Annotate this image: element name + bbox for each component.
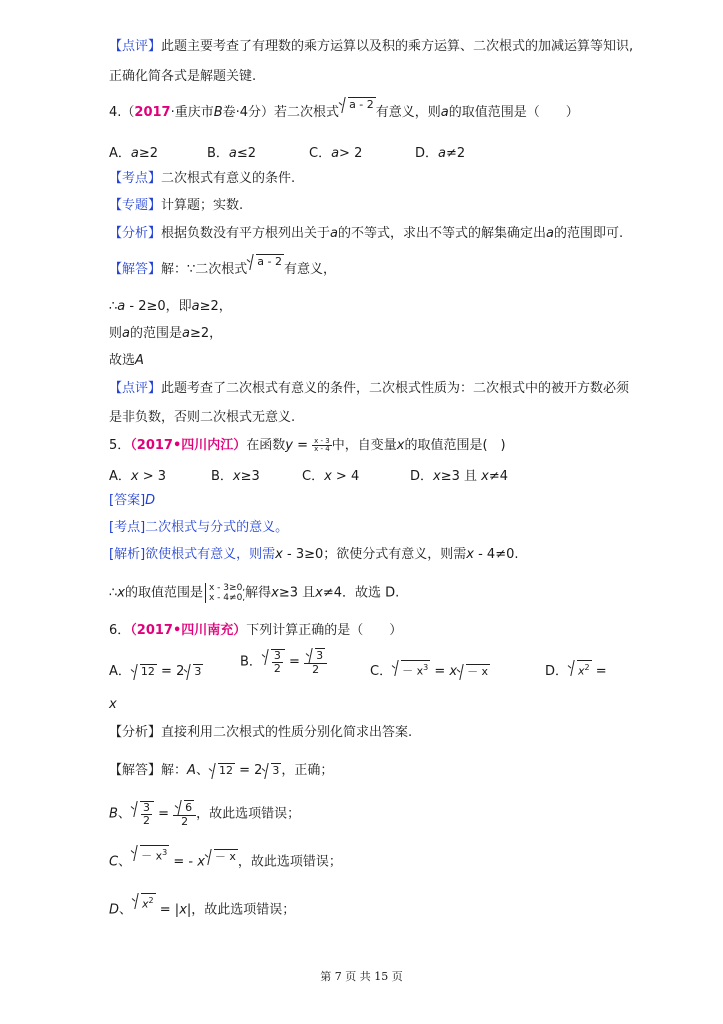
stem-text: 的取值范围是（ ） [448, 105, 579, 120]
line-text: = | [155, 902, 180, 918]
variable: a [117, 299, 126, 314]
option-text: > 2 [339, 146, 363, 161]
stem-text: 的取值范围是( ) [404, 438, 506, 453]
variable: x [315, 585, 323, 601]
exponent: 3 [162, 848, 168, 857]
option-label: B． [211, 469, 233, 484]
question-number: 4.（ [109, 105, 135, 120]
fraction-num: x - 3 [314, 437, 330, 445]
radical [466, 664, 490, 679]
q4-option-a[interactable] [109, 142, 158, 161]
zhuanti-text: 计算题；实数. [161, 198, 244, 213]
step-text: ∴ [109, 299, 118, 314]
radicand: 3 [272, 764, 280, 777]
review-text: 是非负数，否则二次根式无意义. [109, 410, 296, 425]
source: ·重庆市 [170, 105, 214, 120]
fraction [272, 650, 283, 675]
jieda-text: 、 [195, 763, 209, 778]
line-text: |，故此选项错误； [186, 902, 296, 918]
step-text: 故选 [109, 353, 136, 368]
radical [193, 664, 203, 679]
variable: x [179, 902, 187, 918]
radical [140, 801, 154, 832]
q5-option-b[interactable] [211, 465, 260, 484]
radicand: x [578, 665, 585, 678]
radicand: x [142, 897, 149, 911]
review-text: 此题主要考查了有理数的乘方运算以及积的乘方运算、二次根式的加减运算等知识, [161, 39, 634, 54]
variable: A [135, 353, 144, 368]
fraction-den: 2 [273, 662, 281, 675]
stem-text: 中，自变量 [331, 438, 397, 453]
source-b: B [213, 105, 223, 120]
radical [271, 763, 281, 778]
q4-zhuanti [109, 197, 243, 215]
option-text: ≥3 [240, 469, 260, 484]
zhuanti-tag: 【专题】 [109, 198, 162, 213]
concl-text: ≠4．故选 D. [322, 585, 400, 601]
fenxi-tag: 【分析】 [109, 226, 162, 241]
option-label: D． [410, 469, 434, 484]
q5-conclusion [109, 583, 399, 603]
jieda-tag: 【解答】 [109, 262, 162, 277]
variable: a [191, 299, 200, 314]
variable: C [109, 854, 119, 870]
option-text: ≠4 [488, 469, 509, 484]
option-label: C． [370, 664, 393, 679]
variable: y [285, 438, 293, 453]
fenxi-text: 的范围即可. [553, 226, 624, 241]
option-label: B． [207, 146, 229, 161]
jieda-text: 解：∵二次根式 [161, 262, 248, 277]
line-text: 、 [117, 806, 131, 822]
source-year: 2017 [134, 105, 171, 120]
variable: a [122, 326, 130, 341]
question-number: 6． [109, 623, 131, 638]
page-footer: 第 7 页 共 15 页 [320, 970, 403, 983]
radicand: a - 2 [349, 98, 374, 111]
variable: x [197, 854, 205, 870]
option-label: C． [309, 146, 332, 161]
fraction [141, 802, 152, 827]
radical [140, 845, 169, 864]
variable: x [275, 547, 283, 562]
fraction-den: 2 [312, 663, 320, 676]
line-text: 、 [119, 902, 133, 918]
variable: x [324, 469, 332, 484]
option-text: = [284, 654, 305, 670]
q6-option-d[interactable] [545, 660, 607, 679]
radicand: 3 [194, 665, 202, 678]
fraction [312, 438, 332, 453]
radical [184, 800, 194, 815]
q5-option-d[interactable] [410, 465, 508, 484]
variable: x [433, 469, 441, 484]
radicand: 12 [140, 665, 155, 678]
radical [256, 254, 284, 269]
line-text: = [153, 806, 174, 822]
radicand: － x [467, 665, 489, 678]
q5-stem [109, 437, 506, 455]
radical [141, 893, 156, 912]
fraction-num [304, 648, 327, 664]
radical [271, 649, 285, 682]
jiexi-text: 欲使根式有意义，则需 [145, 547, 276, 562]
fraction-den: 2 [181, 815, 189, 828]
radical [218, 763, 235, 778]
exponent: 2 [148, 896, 154, 905]
q6-fenxi [109, 724, 412, 742]
source: （2017•四川南充） [130, 623, 247, 638]
q4-fenxi [109, 225, 623, 243]
option-label: D． [545, 664, 569, 679]
option-text: = [591, 664, 607, 679]
q6-line-b [109, 800, 300, 832]
q4-step1 [109, 298, 232, 316]
variable: a [440, 105, 449, 120]
radical [401, 660, 430, 679]
q6-line-c [109, 848, 342, 872]
answer-value: D [145, 493, 156, 508]
step-text: 则 [109, 326, 123, 341]
variable: x [232, 469, 241, 484]
fraction-num [173, 800, 196, 816]
fenxi-tag: 【分析】 [109, 725, 162, 740]
q4-stem [109, 98, 579, 122]
q4-option-d[interactable] [415, 142, 465, 161]
fraction-num: 3 [273, 649, 281, 662]
q5-answer [109, 492, 155, 510]
q4-review-line2 [109, 409, 295, 427]
concl-text: ≥3 且 [278, 585, 316, 601]
fraction [173, 800, 196, 828]
exponent: 2 [584, 663, 590, 673]
jieda-text: = 2 [234, 763, 263, 778]
stem-text: 下列计算正确的是（ ） [246, 623, 403, 638]
answer-tag: [答案] [109, 493, 146, 508]
q4-option-c[interactable] [309, 142, 362, 161]
option-text: ≥2 [138, 146, 159, 161]
option-text: ≤2 [236, 146, 257, 161]
step-text: ≥2， [199, 299, 232, 314]
line-text: = - [169, 854, 198, 870]
option-label: D． [415, 146, 439, 161]
radicand: － x [141, 849, 163, 863]
radicand: a - 2 [257, 255, 282, 268]
option-text: ≥3 且 [440, 469, 482, 484]
option-label: C． [302, 469, 325, 484]
radical [214, 849, 238, 864]
variable: a [330, 226, 338, 241]
concl-text: ∴ [109, 585, 118, 601]
fraction [304, 648, 327, 676]
system-line: x - 4≠0, [209, 593, 246, 603]
option-label: B． [240, 654, 262, 670]
q5-jiexi [109, 546, 519, 564]
variable: a [182, 326, 190, 341]
radical [348, 97, 376, 112]
review-text: 此题考查了二次根式有意义的条件，二次根式性质为：二次根式中的被开方数必须 [161, 381, 630, 396]
radicand: － x [214, 849, 236, 863]
q6-line-d [109, 896, 296, 920]
q3-review-line1 [109, 38, 633, 56]
option-text: > 4 [331, 469, 360, 484]
variable: a [130, 146, 139, 161]
step-text: 的范围是 [129, 326, 182, 341]
option-text: ≠2 [445, 146, 466, 161]
radicand: － x [402, 665, 424, 678]
review-tag: 【点评】 [109, 381, 162, 396]
fenxi-text: 根据负数没有平方根列出关于 [161, 226, 331, 241]
variable: x [481, 469, 489, 484]
option-text: > 3 [138, 469, 167, 484]
radicand: 6 [185, 801, 193, 814]
fraction-den: 2 [142, 814, 150, 827]
variable: D [109, 902, 120, 918]
variable: B [109, 806, 118, 822]
radicand: 3 [316, 649, 324, 662]
fenxi-text: 直接利用二次根式的性质分别化简求出答案. [161, 725, 413, 740]
q6-option-a[interactable] [109, 660, 203, 679]
stem-text: = [293, 438, 313, 453]
fenxi-text: 的不等式，求出不等式的解集确定出 [338, 226, 547, 241]
option-label: A． [109, 146, 131, 161]
line-text: ，故此选项错误； [237, 854, 342, 870]
line-text: 、 [118, 854, 132, 870]
variable: x [466, 547, 474, 562]
q4-step3 [109, 352, 144, 370]
variable: A [187, 763, 196, 778]
variable: a [546, 226, 554, 241]
concl-text: 的取值范围是 [124, 585, 203, 601]
jiexi-tag: [解析] [109, 547, 146, 562]
variable: x [109, 697, 117, 712]
kaodian-tag: [考点] [109, 520, 146, 535]
variable: x [271, 585, 279, 601]
radical [315, 648, 325, 663]
q5-option-c[interactable] [302, 465, 359, 484]
stem-text: 在函数 [246, 438, 286, 453]
q6-option-c[interactable] [370, 660, 490, 679]
q4-review-line1 [109, 380, 629, 398]
stem-text: 有意义，则 [375, 105, 441, 120]
q4-kaodian [109, 170, 295, 188]
variable: a [228, 146, 237, 161]
question-number: 5． [109, 438, 131, 453]
concl-text: 解得 [245, 585, 272, 601]
stem-text: 卷·4分）若二次根式 [222, 105, 340, 120]
q6-stem [109, 622, 402, 640]
option-label: A． [109, 664, 131, 679]
jieda-text: 有意义， [284, 262, 337, 277]
fraction-num: 3 [142, 801, 150, 814]
step-text: ≥2， [189, 326, 223, 341]
radical [577, 660, 592, 679]
radical [140, 664, 157, 679]
variable: x [396, 438, 405, 453]
q4-step2 [109, 325, 222, 343]
jieda-text: 解： [161, 763, 188, 778]
q3-review-line2 [109, 68, 256, 86]
option-text: = 2 [156, 664, 185, 679]
variable: x [117, 585, 125, 601]
variable: x [449, 664, 458, 679]
radicand: 12 [218, 764, 233, 777]
q6-option-b[interactable] [240, 648, 327, 682]
q4-jieda [109, 255, 337, 279]
fraction-den: x - 4 [314, 445, 330, 453]
review-tag: 【点评】 [109, 39, 162, 54]
kaodian-text: 二次根式有意义的条件. [161, 171, 296, 186]
q5-kaodian [109, 519, 288, 537]
exponent: 3 [423, 663, 429, 673]
variable: a [438, 146, 446, 161]
line-text: ，故此选项错误； [196, 806, 301, 822]
kaodian-text: 二次根式与分式的意义。 [145, 520, 289, 535]
jieda-tag: 【解答】 [109, 763, 162, 778]
system-line: x - 3≥0, [209, 583, 246, 593]
jiexi-text: - 4≠0. [473, 547, 519, 562]
source: （2017•四川内江） [130, 438, 247, 453]
q6-jieda [109, 762, 333, 780]
inequality-system [205, 583, 245, 603]
q6-option-d-cont [109, 696, 117, 714]
jieda-text: ，正确； [281, 763, 334, 778]
kaodian-tag: 【考点】 [109, 171, 162, 186]
review-text: 正确化简各式是解题关键. [109, 69, 257, 84]
option-text: = [430, 664, 450, 679]
jiexi-text: - 3≥0；欲使分式有意义，则需 [282, 547, 467, 562]
option-label: A． [109, 469, 131, 484]
variable: x [130, 469, 139, 484]
q4-option-b[interactable] [207, 142, 256, 161]
variable: a [331, 146, 340, 161]
step-text: - 2≥0，即 [125, 299, 192, 314]
q5-option-a[interactable] [109, 465, 166, 484]
